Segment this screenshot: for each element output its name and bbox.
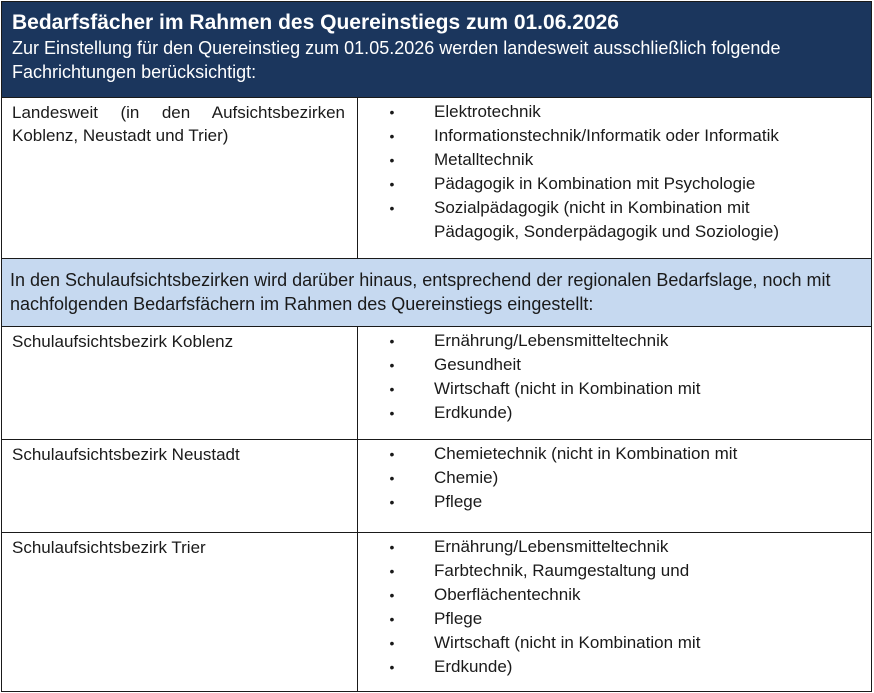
- row-subjects-koblenz: [358, 327, 871, 439]
- bullet-icon: •: [389, 563, 395, 579]
- list-item: • Metalltechnik: [358, 148, 861, 172]
- list-item: • Farbtechnik, Raumgestaltung und: [358, 559, 861, 583]
- list-item: • Gesundheit: [358, 353, 861, 377]
- list-item: • Ernährung/Lebensmitteltechnik: [358, 535, 861, 559]
- bullet-icon: •: [389, 333, 395, 349]
- bullet-icon: •: [389, 176, 395, 192]
- list-item: • Wirtschaft (nicht in Kombination mit: [358, 631, 861, 655]
- list-item: • Chemietechnik (nicht in Kombination mit: [358, 442, 861, 466]
- bullet-icon: •: [389, 494, 395, 510]
- bullet-icon: •: [389, 539, 395, 555]
- list-item: • Erdkunde): [358, 655, 861, 679]
- table-row-landesweit: [2, 98, 871, 259]
- row-label-trier: Schulaufsichtsbezirk Trier: [2, 533, 358, 691]
- bullet-icon: •: [389, 357, 395, 373]
- header-subtitle: Zur Einstellung für den Quereinstieg zum 01.05.2026 werden landesweit ausschließlich folgende Fachrichtungen berücksichtigt:: [12, 38, 781, 82]
- bullet-icon: •: [389, 128, 395, 144]
- list-item: • Informationstechnik/Informatik oder Informatik: [358, 124, 861, 148]
- bullet-icon: •: [389, 381, 395, 397]
- list-item: • Oberflächentechnik: [358, 583, 861, 607]
- list-item: • Wirtschaft (nicht in Kombination mit: [358, 377, 861, 401]
- row-subjects-neustadt: [358, 440, 871, 532]
- bullet-icon: •: [389, 470, 395, 486]
- row-subjects-landesweit: [358, 98, 871, 258]
- bullet-icon: •: [389, 104, 395, 120]
- page-title: Bedarfsfächer im Rahmen des Quereinstiegs zum 01.06.2026: [12, 11, 619, 34]
- bullet-icon: •: [389, 611, 395, 627]
- list-item: • Chemie): [358, 466, 861, 490]
- row-label-landesweit: Landesweit (in den Aufsichtsbezirken Koblenz, Neustadt und Trier): [2, 98, 358, 258]
- list-item: • Sozialpädagogik (nicht in Kombination mit Pädagogik, Sonderpädagogik und Soziologie): [358, 196, 861, 244]
- bullet-icon: •: [389, 635, 395, 651]
- list-item: • Pflege: [358, 607, 861, 631]
- bullet-icon: •: [389, 200, 395, 216]
- list-item: • Ernährung/Lebensmitteltechnik: [358, 329, 861, 353]
- bullet-icon: •: [389, 587, 395, 603]
- bullet-icon: •: [389, 659, 395, 675]
- bullet-icon: •: [389, 152, 395, 168]
- bedarfsfaecher-table: [1, 1, 872, 692]
- row-subjects-trier: [358, 533, 871, 691]
- table-row-neustadt: [2, 440, 871, 533]
- list-item: • Elektrotechnik: [358, 100, 861, 124]
- list-item: • Erdkunde): [358, 401, 861, 425]
- list-item: • Pflege: [358, 490, 861, 514]
- table-header: [2, 2, 871, 98]
- table-row-trier: [2, 533, 871, 691]
- row-label-koblenz: Schulaufsichtsbezirk Koblenz: [2, 327, 358, 439]
- regional-note-band: In den Schulaufsichtsbezirken wird darüber hinaus, entsprechend der regionalen Bedarfslage, noch mit nachfolgenden Bedarfsfächern im Rahmen des Quereinstiegs eingestellt:: [2, 259, 871, 327]
- bullet-icon: •: [389, 446, 395, 462]
- row-label-neustadt: Schulaufsichtsbezirk Neustadt: [2, 440, 358, 532]
- bullet-icon: •: [389, 405, 395, 421]
- list-item: • Pädagogik in Kombination mit Psychologie: [358, 172, 861, 196]
- table-row-koblenz: [2, 327, 871, 440]
